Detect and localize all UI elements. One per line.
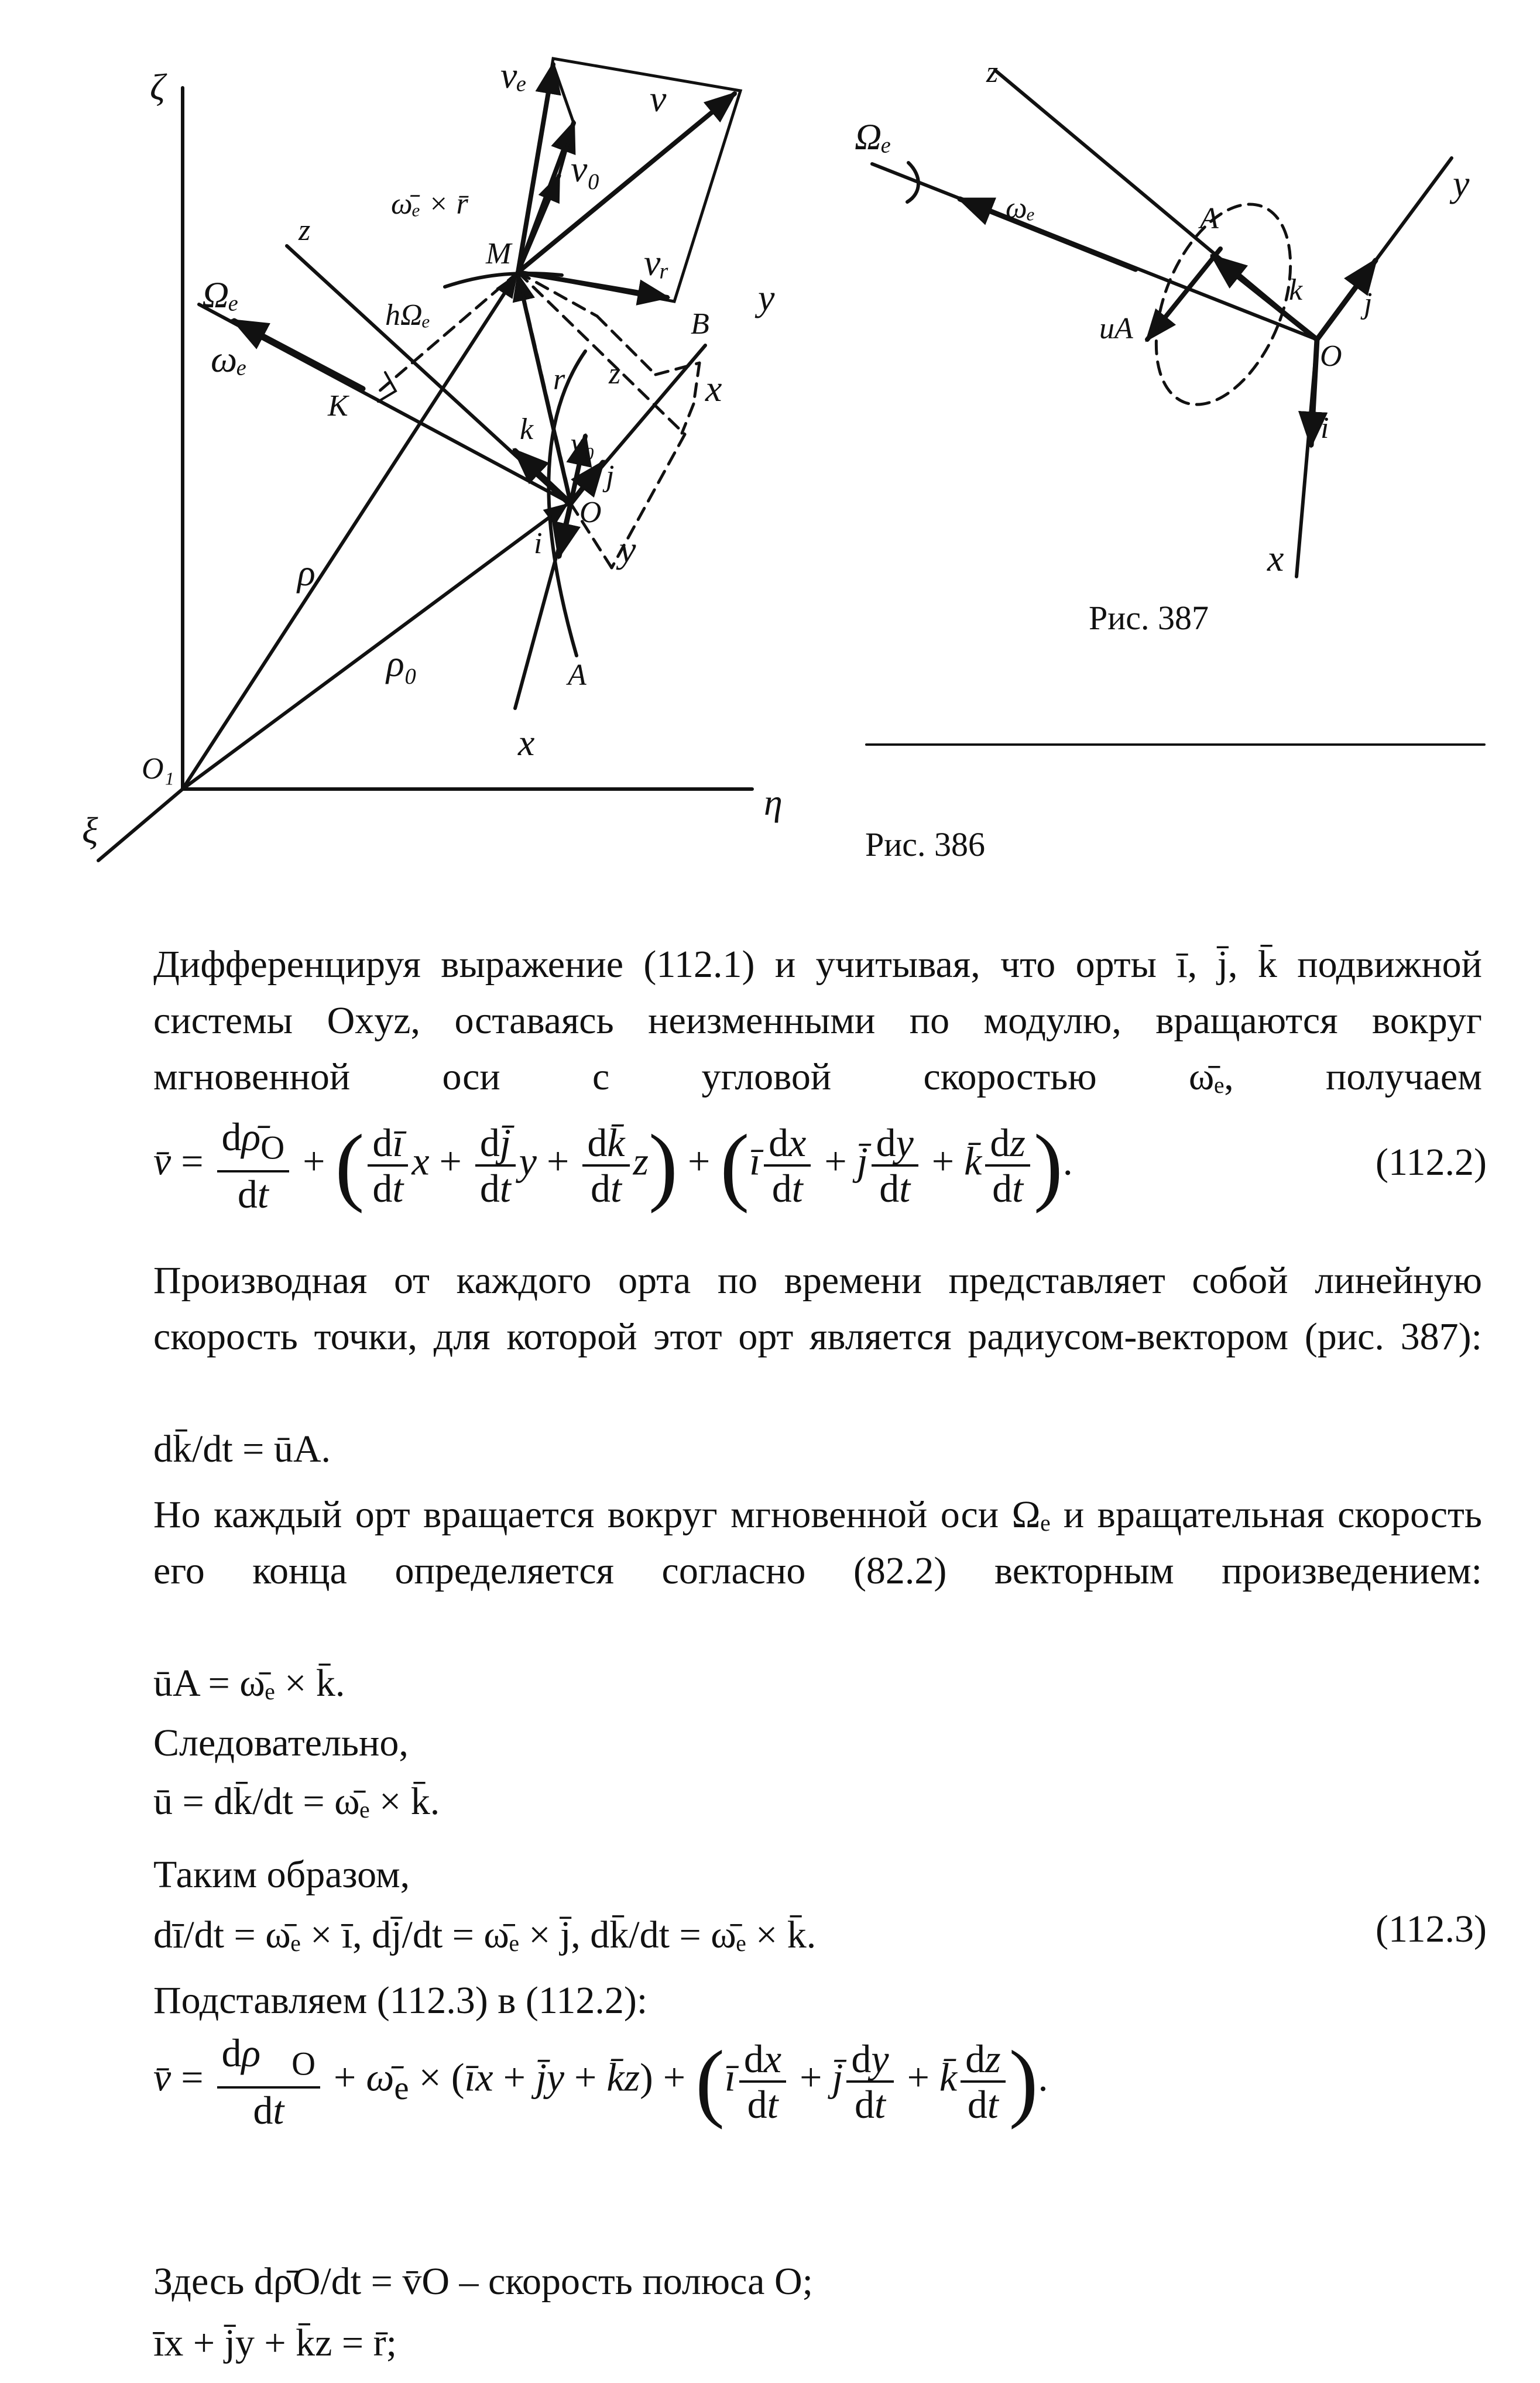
figure-387-labels <box>855 56 1470 637</box>
vector-i-387 <box>1311 340 1317 445</box>
svg-text:ζ: ζ <box>150 66 165 108</box>
svg-text:ρ₀: ρ₀ <box>386 643 417 684</box>
svg-text:Ωₑ: Ωₑ <box>202 274 239 316</box>
svg-text:y: y <box>1453 163 1470 204</box>
text-podstavlyaem: Подставляем (112.3) в (112.2): <box>153 1979 648 2022</box>
svg-text:η: η <box>764 781 783 823</box>
svg-text:ρ: ρ <box>297 552 315 594</box>
svg-text:uA: uA <box>1099 312 1133 345</box>
svg-text:vᵣ: vᵣ <box>644 242 670 283</box>
svg-text:k: k <box>1289 273 1303 307</box>
svg-text:A: A <box>1200 202 1219 235</box>
svg-text:r: r <box>553 363 565 396</box>
equation-112-2-number: (112.2) <box>1376 1141 1487 1184</box>
svg-text:z: z <box>299 214 311 247</box>
svg-text:i: i <box>1321 412 1329 445</box>
svg-text:x: x <box>705 368 722 409</box>
equation-substituted: v̄ = $\frac{d\rho⃗_O}{dt}$ + $\omegā_e$ × (īx + j̄y + k̄z) + (ī $\frac{dx}{dt}$ + j̄ $\frac{dy}{dt}$ + k̄ $\frac{dz}{dt}$ ). <box>153 2031 1048 2132</box>
equation-r: īx + j̄y + k̄z = r̄; <box>153 2322 397 2364</box>
equation-dk-dt: dk̄/dt = ūA. <box>153 1428 331 1470</box>
paragraph-2: Производная от каждого орта по времени представляет собой линейную скорость точки, для которой этот орт является радиусом-вектором (рис. 387): <box>153 1259 1482 1358</box>
equation-uA: ūA = ω̄ₑ × k̄. <box>153 1662 345 1705</box>
paragraph-1: Дифференцируя выражение (112.1) и учитывая, что орты ī, j̄, k̄ подвижной системы Oxyz, оставаясь неизменными по модулю, вращаются вокруг мгновенной оси с угловой скоростью ω̄ₑ, получаем <box>153 943 1482 1098</box>
svg-text:M: M <box>486 237 512 270</box>
svg-text:K: K <box>328 389 348 423</box>
figures <box>0 0 1540 913</box>
vector-i <box>559 503 571 556</box>
svg-text:j: j <box>606 460 615 493</box>
vector-omega-e <box>234 321 363 389</box>
svg-text:Рис. 387: Рис. 387 <box>1089 599 1209 637</box>
svg-text:i: i <box>534 527 543 560</box>
text-zdes: Здесь dρ̄O/dt = v̄O – скорость полюса O; <box>153 2260 813 2303</box>
svg-text:Рис. 386: Рис. 386 <box>865 825 986 863</box>
svg-text:x: x <box>1267 537 1284 579</box>
svg-text:O: O <box>1320 340 1342 373</box>
svg-text:ω̄ₑ × r̄: ω̄ₑ × r̄ <box>391 187 468 221</box>
equation-112-2: v̄ = $\frac{d\rhō_O}{dt}$ + ( $\frac{dī}{dt}$ x + $\frac{dj̄}{dt}$ y + $\frac{dk̄}{dt}$ z) + (ī $\frac{dx}{dt}$ + j̄ $\frac{dy}{dt}$ + k̄ $\frac{dz}{dt}$ ). <box>153 1115 1073 1216</box>
svg-text:Ωₑ: Ωₑ <box>855 116 892 157</box>
text-takim-obrazom: Таким образом, <box>153 1853 410 1896</box>
svg-text:v: v <box>650 78 667 119</box>
rotation-arrow <box>907 163 918 202</box>
svg-text:v₀: v₀ <box>571 148 601 190</box>
svg-text:B: B <box>691 307 709 341</box>
equation-u: ū = dk̄/dt = ω̄ₑ × k̄. <box>153 1780 440 1823</box>
axis-xi <box>98 789 183 860</box>
svg-text:vₑ: vₑ <box>500 54 527 96</box>
svg-text:y: y <box>758 277 775 318</box>
svg-text:O₁: O₁ <box>142 752 174 786</box>
svg-text:ωₑ: ωₑ <box>211 338 247 380</box>
svg-text:A: A <box>568 659 586 692</box>
svg-text:k: k <box>520 413 534 446</box>
svg-text:j: j <box>1364 287 1373 320</box>
svg-text:ωₑ: ωₑ <box>1006 191 1035 225</box>
figure-386 <box>98 59 752 860</box>
vector-rho0 <box>183 505 567 789</box>
svg-text:hΩₑ: hΩₑ <box>385 299 431 332</box>
equation-112-3: dī/dt = ω̄ₑ × ī, dj̄/dt = ω̄ₑ × j̄, dk̄/dt = ω̄ₑ × k̄. <box>153 1914 817 1956</box>
paragraph-3: Но каждый орт вращается вокруг мгновенной оси Ωₑ и вращательная скорость его конца определяется согласно (82.2) векторным произведением: <box>153 1493 1482 1592</box>
svg-text:x: x <box>518 722 535 763</box>
svg-text:y: y <box>619 529 636 570</box>
right-angle-mark <box>378 372 396 402</box>
svg-text:z: z <box>609 357 621 390</box>
svg-text:v₀: v₀ <box>571 427 595 461</box>
svg-text:z: z <box>986 56 999 89</box>
text-sledovatelno: Следовательно, <box>153 1722 409 1764</box>
svg-text:ξ: ξ <box>82 810 98 851</box>
svg-text:O: O <box>579 496 602 529</box>
figure-387 <box>866 70 1484 745</box>
vector-omega-387 <box>960 199 1136 269</box>
equation-112-3-number: (112.3) <box>1376 1908 1487 1950</box>
